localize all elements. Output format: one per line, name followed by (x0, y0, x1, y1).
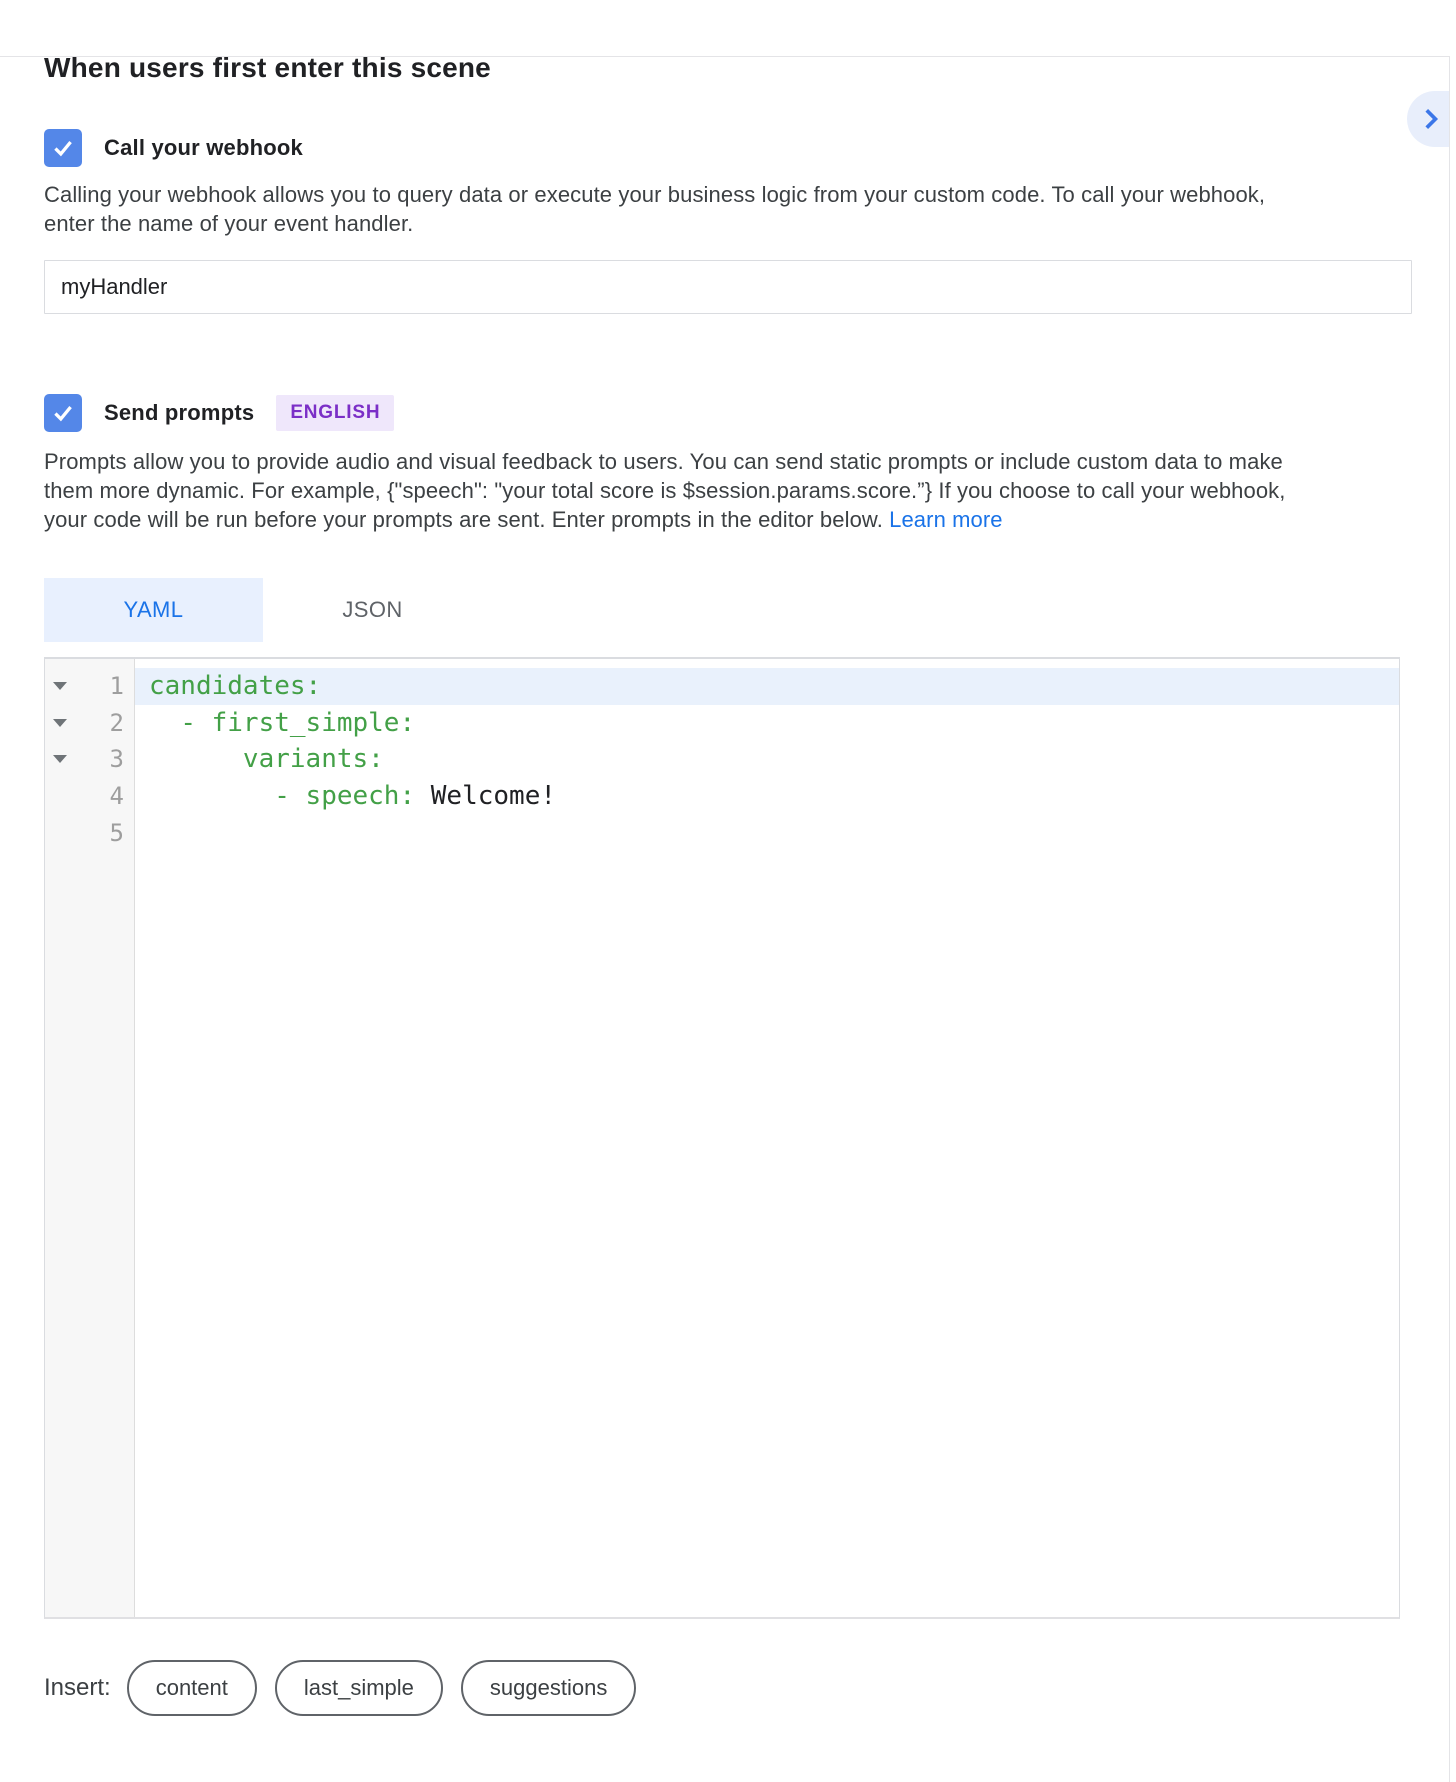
page-title: When users first enter this scene (44, 52, 491, 83)
description-line: enter the name of your event handler. (44, 211, 414, 236)
language-badge: ENGLISH (276, 395, 394, 431)
checkmark-icon (50, 135, 76, 161)
prompts-description (44, 447, 1412, 534)
tab-json[interactable]: JSON (342, 597, 403, 622)
line-number: 5 (109, 818, 124, 847)
description-line: them more dynamic. For example, {"speech": "your total score is $session.params.score.”} If you choose to call your webhook, (44, 478, 1286, 503)
insert-chip-last_simple[interactable]: last_simple (275, 1660, 443, 1716)
insert-label: Insert: (44, 1674, 111, 1701)
webhook-label: Call your webhook (104, 135, 303, 160)
prompts-checkbox[interactable] (44, 394, 82, 432)
editor-code-area[interactable] (135, 659, 1399, 1617)
description-line: Calling your webhook allows you to query data or execute your business logic from your custom code. To call your webhook, (44, 182, 1266, 207)
fold-arrow-icon[interactable] (45, 719, 75, 727)
handler-input[interactable] (44, 260, 1412, 314)
line-number: 4 (109, 782, 124, 811)
description-line: Prompts allow you to provide audio and visual feedback to users. You can send static prompts or include custom data to make (44, 449, 1283, 474)
insert-chip-content[interactable]: content (127, 1660, 257, 1716)
code-line[interactable]: candidates: (135, 668, 1399, 705)
editor-gutter (45, 659, 135, 1617)
line-number: 3 (109, 745, 124, 774)
webhook-row (44, 129, 1412, 167)
code-line[interactable]: variants: (242, 744, 384, 775)
line-number: 2 (109, 708, 124, 737)
code-line[interactable]: - first_simple: (180, 707, 416, 738)
insert-chip-suggestions[interactable]: suggestions (461, 1660, 636, 1716)
editor-tabs (44, 578, 1412, 642)
tab-yaml[interactable]: YAML (44, 578, 263, 642)
insert-chips (127, 1660, 655, 1716)
code-line[interactable] (135, 814, 1399, 851)
code-editor[interactable] (44, 657, 1400, 1619)
line-number: 1 (109, 672, 124, 701)
webhook-checkbox[interactable] (44, 129, 82, 167)
prompts-label: Send prompts (104, 400, 255, 425)
code-line[interactable]: - speech: Welcome! (274, 780, 557, 811)
webhook-description (44, 180, 1412, 238)
fold-arrow-icon[interactable] (45, 682, 75, 690)
description-line: your code will be run before your prompts are sent. Enter prompts in the editor below. Learn more (44, 507, 1003, 532)
prompts-row (44, 394, 1412, 432)
checkmark-icon (50, 400, 76, 426)
fold-arrow-icon[interactable] (45, 755, 75, 763)
insert-row (44, 1660, 1412, 1716)
learn-more-link[interactable]: Learn more (889, 507, 1003, 532)
